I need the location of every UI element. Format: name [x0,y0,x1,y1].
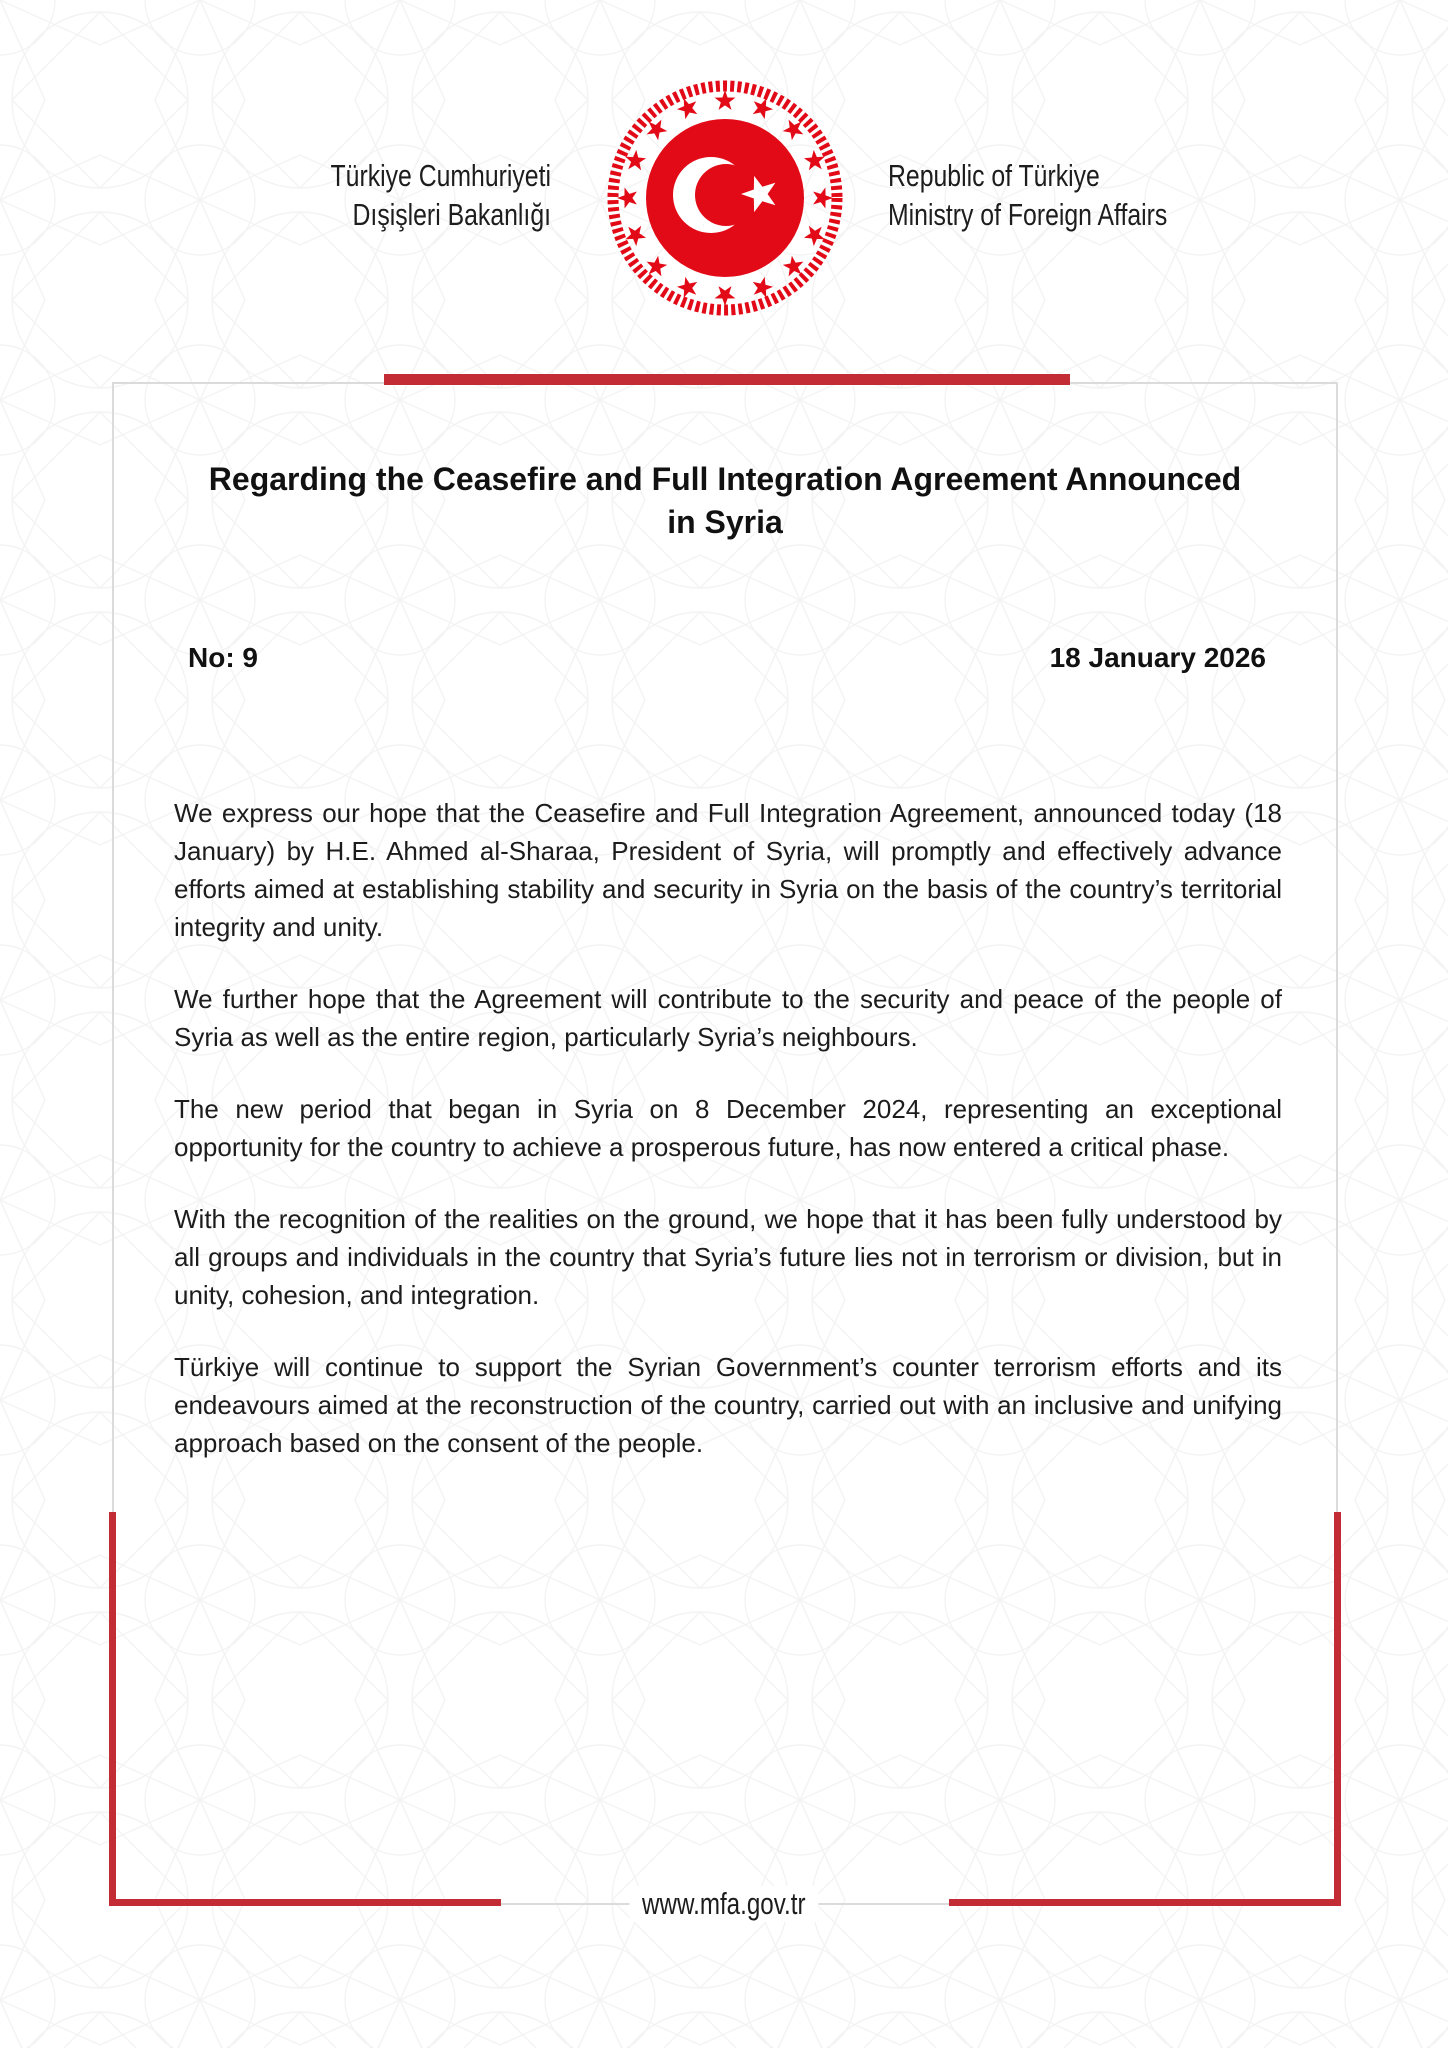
body-paragraph: We further hope that the Agreement will contribute to the security and peace of the people of Syria as well as the entire region, particularly Syria’s neighbours. [174,984,1282,1052]
content-frame [112,382,1338,1905]
footer-website [0,1886,1448,1922]
body-paragraph: Türkiye will continue to support the Syrian Government’s counter terrorism efforts and its endeavours aimed at the reconstruction of the country, carried out with an inclusive and unifying approach based on the consent of the people. [174,1352,1282,1458]
header-red-bar [384,374,1070,385]
bottom-right-bracket-vertical [1334,1512,1341,1906]
ministry-name-english [888,156,1272,234]
turkiye-mfa-emblem-icon [600,73,850,323]
body-paragraph: We express our hope that the Ceasefire and Full Integration Agreement, announced today (18 January) by H.E. Ahmed al-Sharaa, President of Syria, will promptly and effectively advance efforts aimed at establishing stability and security in Syria on the basis of the country’s territorial integrity and unity. [174,798,1282,942]
statement-body [174,794,1282,1496]
document-date: 18 January 2026 [1049,642,1266,673]
ministry-name-turkish-line2: Dışişleri Bakanlığı [352,197,551,232]
page-title-line1: Regarding the Ceasefire and Full Integration Agreement Announced [208,461,1242,497]
ministry-name-turkish-line1: Türkiye Cumhuriyeti [330,158,551,193]
document-meta-row [188,642,1266,674]
ministry-name-english-line2: Ministry of Foreign Affairs [888,197,1168,232]
document-number: No: 9 [188,642,258,673]
body-paragraph: With the recognition of the realities on the ground, we hope that it has been fully understood by all groups and individuals in the country that Syria’s future lies not in terrorism or division, but in unity, cohesion, and integration. [174,1204,1282,1310]
body-paragraph: The new period that began in Syria on 8 December 2024, representing an exceptional opportunity for the country to achieve a prosperous future, has now entered a critical phase. [174,1094,1282,1162]
page-title [114,458,1336,544]
page-title-line2: in Syria [667,504,783,540]
footer-website-text: www.mfa.gov.tr [630,1886,818,1922]
bottom-left-bracket-vertical [109,1512,116,1906]
ministry-name-turkish [215,156,551,234]
ministry-name-english-line1: Republic of Türkiye [888,158,1100,193]
